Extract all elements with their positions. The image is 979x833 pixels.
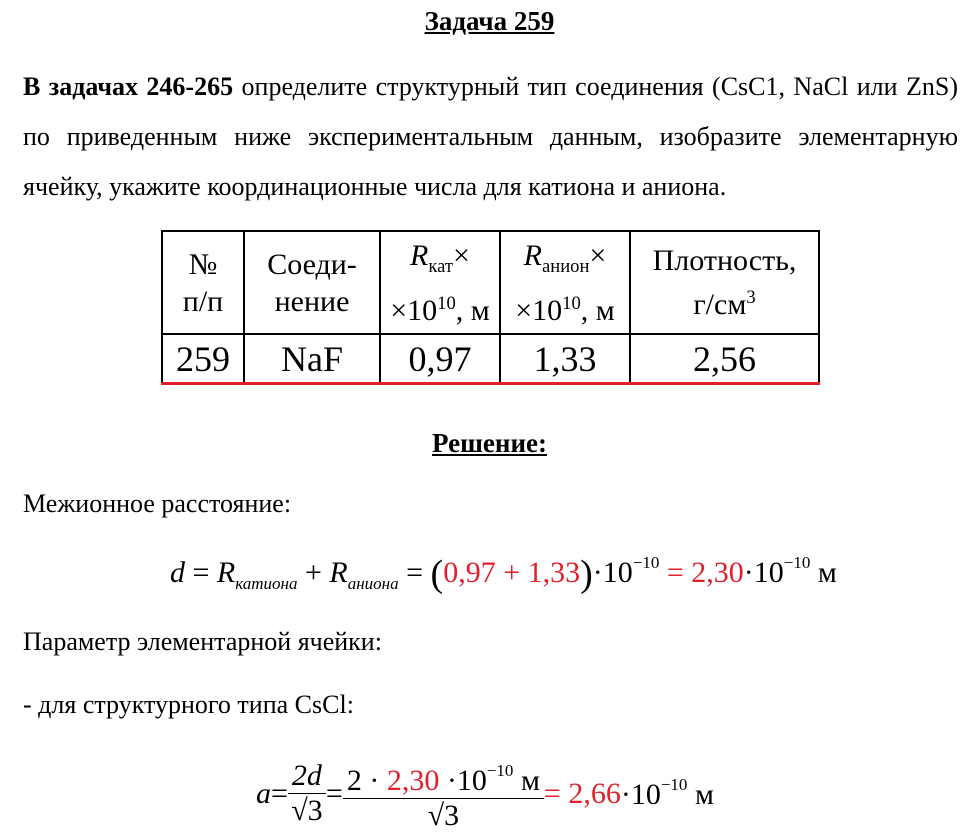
cell-number: 259 xyxy=(162,334,244,384)
distance-formula: $d = R_{катиона} + R_{аниона} = (0,97 + 1,33)\cdot 10^{-10} = 2,30\cdot 10^{-10}$ м xyxy=(170,553,837,595)
cell-density: 2,56 xyxy=(630,334,819,384)
table-row xyxy=(162,334,819,384)
distance-result: = 2,30 xyxy=(659,556,744,589)
task-text: определите структурный тип соединения (CsC1, NaCl или ZnS) по приведенным ниже экспериментальным данным, изобразите элементарную ячейку, укажите координационные числа для катиона и аниона. xyxy=(23,72,958,201)
task-title: Задача 259 xyxy=(424,6,555,36)
data-table xyxy=(161,230,820,385)
interionic-distance-label: Межионное расстояние: xyxy=(23,489,292,518)
cell-compound: NaF xyxy=(244,334,380,384)
sum-values: 0,97 + 1,33 xyxy=(443,556,581,589)
header-r-anion: $R_{анион}\times$ $\times 10^{10}$, м xyxy=(500,231,630,334)
cell-parameter-label: Параметр элементарной ячейки: xyxy=(23,627,382,656)
cscl-parameter-formula: a= $\frac{2d}{√3}$ = $\frac{2 \cdot 2,30 \cdot 10^{-10} м}{√3}$ = $2,66\cdot 10^{-10}$ м xyxy=(256,754,714,824)
header-number: № п/п xyxy=(162,231,244,334)
cscl-result: = 2,66 xyxy=(543,776,621,810)
header-density: Плотность, $г/см^3$ xyxy=(630,231,819,334)
header-r-cation: $R_{кат}\times$ $\times 10^{10}$, м xyxy=(380,231,500,334)
task-range: В задачах 246-265 xyxy=(23,72,234,101)
task-statement xyxy=(23,62,958,212)
cscl-type-label: - для структурного типа CsCl: xyxy=(23,690,354,719)
cell-r-cation: 0,97 xyxy=(380,334,500,384)
solution-heading: Решение: xyxy=(432,428,547,458)
cell-r-anion: 1,33 xyxy=(500,334,630,384)
table-header-row xyxy=(162,231,819,334)
header-compound: Соеди- нение xyxy=(244,231,380,334)
